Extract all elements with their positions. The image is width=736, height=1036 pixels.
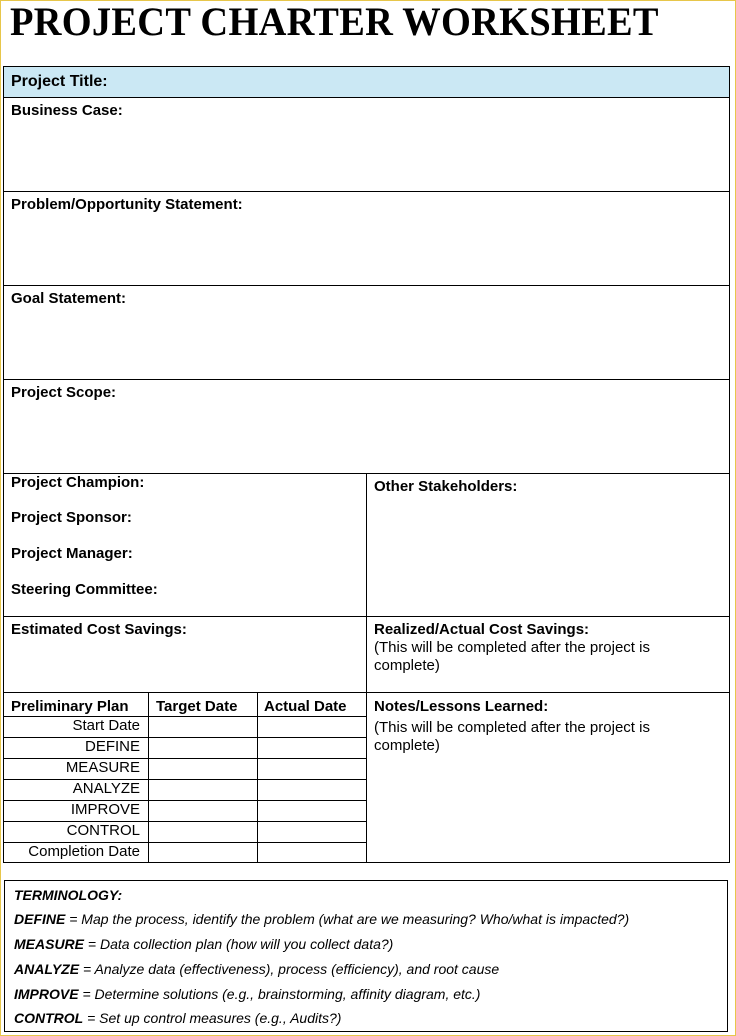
plan-row-label: DEFINE [84, 738, 140, 755]
realized-savings-label: Realized/Actual Cost Savings: [374, 621, 590, 638]
steering-committee-label: Steering Committee: [11, 581, 158, 598]
terminology-analyze: ANALYZE = Analyze data (effectiveness), process (efficiency), and root cause [14, 961, 500, 977]
plan-header-target: Target Date [156, 698, 238, 715]
plan-row-label: Start Date [72, 717, 140, 734]
terminology-define: DEFINE = Map the process, identify the problem (what are we measuring? Who/what is impacted?) [14, 911, 630, 927]
terminology-improve: IMPROVE = Determine solutions (e.g., brainstorming, affinity diagram, etc.) [14, 986, 481, 1002]
problem-statement-label: Problem/Opportunity Statement: [11, 196, 243, 213]
terminology-heading: TERMINOLOGY: [14, 887, 123, 903]
plan-row-label: IMPROVE [70, 801, 140, 818]
other-stakeholders-label: Other Stakeholders: [374, 478, 518, 495]
estimated-savings-label: Estimated Cost Savings: [11, 621, 187, 638]
notes-note: (This will be completed after the project is complete) [374, 719, 650, 754]
realized-savings-note: (This will be completed after the project is complete) [374, 639, 650, 674]
project-champion-label: Project Champion: [11, 474, 145, 491]
project-title-label: Project Title: [11, 73, 108, 90]
goal-statement-label: Goal Statement: [11, 290, 127, 307]
plan-row-label: MEASURE [65, 759, 140, 776]
plan-header-preliminary: Preliminary Plan [11, 698, 129, 715]
actual-date-cells[interactable] [258, 717, 366, 863]
notes-label: Notes/Lessons Learned: [374, 698, 549, 715]
project-scope-label: Project Scope: [11, 384, 117, 401]
page-title: PROJECT CHARTER WORKSHEET [10, 0, 659, 44]
terminology-measure: MEASURE = Data collection plan (how will you collect data?) [14, 936, 394, 952]
project-title-row[interactable] [4, 67, 729, 97]
plan-row-label: ANALYZE [72, 780, 140, 797]
project-sponsor-label: Project Sponsor: [11, 509, 132, 526]
business-case-label: Business Case: [11, 102, 123, 119]
project-manager-label: Project Manager: [11, 545, 133, 562]
plan-row-label: Completion Date [28, 843, 140, 860]
target-date-cells[interactable] [149, 717, 257, 863]
terminology-control: CONTROL = Set up control measures (e.g., Audits?) [14, 1010, 342, 1026]
plan-row-label: CONTROL [66, 822, 140, 839]
plan-header-actual: Actual Date [264, 698, 347, 715]
